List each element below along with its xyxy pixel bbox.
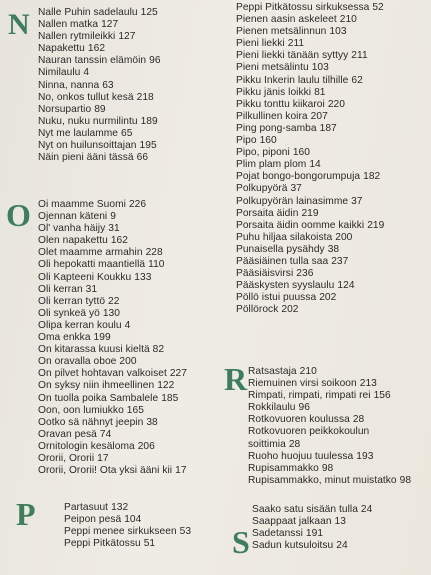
index-entry (236, 75, 384, 87)
entry-page-number: 74 (99, 428, 112, 440)
index-entry (248, 439, 411, 451)
index-entry (38, 441, 187, 453)
entry-page-number: 160 (259, 135, 277, 147)
entry-list (248, 366, 411, 487)
entry-title: Peppi menee sirkukseen (64, 526, 177, 538)
index-entry (248, 426, 411, 438)
entry-title: Pieni metsälintu (236, 62, 309, 74)
entry-page-number: 53 (179, 526, 192, 538)
entry-title: Pöllö istui puussa (236, 292, 317, 304)
entry-page-number: 219 (367, 219, 385, 231)
entry-page-number: 9 (110, 211, 116, 223)
entry-title: Nalle Puhin sadelaulu (38, 7, 138, 18)
entry-page-number: 65 (121, 127, 133, 139)
entry-page-number: 236 (296, 268, 314, 280)
entry-page-number: 127 (101, 19, 119, 31)
entry-title: On syksy niin ihmeellinen (38, 380, 155, 392)
index-entry (248, 366, 411, 378)
entry-page-number: 14 (309, 159, 321, 171)
index-entry (38, 140, 161, 152)
entry-title: Olen napakettu (38, 235, 108, 247)
entry-page-number: 210 (299, 366, 317, 377)
index-entry (38, 31, 161, 43)
entry-title: Näin pieni ääni tässä (38, 152, 134, 164)
entry-title: Nallen rytmileikki (38, 31, 116, 43)
entry-title: Oma enkka (38, 332, 91, 344)
index-entry (38, 344, 187, 356)
index-entry (38, 380, 187, 392)
index-entry (38, 320, 187, 332)
entry-page-number: 62 (351, 74, 363, 86)
entry-title: Oli kerran (38, 283, 83, 295)
entry-title: Ping pong-samba (236, 122, 317, 134)
entry-page-number: 200 (335, 231, 353, 243)
index-entry (38, 368, 187, 380)
index-entry (38, 296, 187, 308)
entry-page-number: 103 (329, 26, 347, 38)
index-entry (236, 14, 384, 26)
entry-page-number: 162 (87, 43, 106, 55)
entry-page-number: 17 (175, 465, 187, 477)
entry-page-number: 199 (93, 332, 111, 344)
entry-title: Oli kerran tyttö (38, 295, 106, 307)
index-entry (38, 356, 187, 368)
entry-list (252, 504, 372, 552)
entry-page-number: 130 (102, 307, 120, 319)
entry-title: Oli Kapteeni Koukku (38, 271, 132, 283)
entry-page-number: 211 (351, 50, 368, 62)
index-entry (236, 244, 384, 256)
entry-page-number: 52 (372, 2, 384, 13)
entry-title: Pääsiäinen tulla saa (236, 255, 329, 267)
entry-title: Ratsastaja (248, 366, 297, 377)
entry-page-number: 127 (118, 31, 136, 43)
index-entry (38, 211, 187, 223)
entry-title: Oli hepokatti maantiellä (38, 259, 146, 271)
entry-page-number: 200 (119, 356, 137, 368)
entry-page-number: 28 (288, 438, 301, 450)
index-entry (248, 402, 411, 414)
entry-title: Peppi Pitkätossu sirkuksessa (236, 2, 370, 13)
entry-title: Pikku tonttu kiikaroi (236, 98, 325, 110)
entry-page-number: 22 (108, 295, 120, 307)
index-entry (236, 87, 384, 99)
entry-page-number: 125 (140, 7, 158, 18)
entry-page-number: 228 (145, 247, 163, 259)
entry-title: Porsaita äidin (236, 207, 299, 219)
section-letter: O (6, 197, 31, 233)
index-entry (38, 284, 187, 296)
entry-title: Peppi Pitkätossu (64, 538, 141, 550)
section-letter: R (224, 361, 248, 397)
entry-page-number: 132 (111, 502, 129, 513)
index-entry (248, 475, 411, 487)
entry-page-number: 193 (356, 450, 374, 462)
index-entry (64, 502, 191, 514)
entry-title: Rotkovuoren koulussa (248, 414, 350, 426)
entry-title: Oli synkeä yö (38, 307, 100, 319)
entry-title: Nauran tanssin elämöin (38, 55, 147, 67)
entry-page-number: 210 (339, 14, 357, 26)
entry-page-number: 96 (298, 402, 310, 414)
entry-title: Polkupyörän lainasimme (236, 195, 349, 207)
entry-title: Sadun kutsuloitsu (252, 540, 334, 552)
entry-page-number: 218 (136, 91, 154, 103)
entry-page-number: 89 (94, 103, 106, 115)
entry-title: Puhu hiljaa silakoista (236, 231, 333, 243)
entry-title: soittimia (248, 438, 286, 450)
entry-title: Ootko sä nähnyt jeepin (38, 416, 144, 428)
entry-title: Sadetanssi (252, 528, 303, 540)
index-entry (38, 128, 161, 140)
section-letter: S (232, 524, 250, 560)
entry-page-number: 207 (310, 110, 328, 122)
index-entry (248, 414, 411, 426)
entry-page-number: 63 (102, 79, 114, 91)
index-entry (236, 220, 384, 232)
index-entry (38, 259, 187, 271)
entry-title: Rokkilaulu (248, 402, 296, 414)
index-entry (236, 232, 384, 244)
entry-page-number: 37 (351, 195, 363, 207)
entry-page-number: 202 (319, 292, 337, 304)
index-entry (38, 19, 161, 31)
index-entry (252, 540, 372, 552)
entry-title: Pöllörock (236, 304, 279, 316)
entry-title: Riemuinen virsi soikoon (248, 378, 357, 390)
index-entry (236, 2, 384, 14)
entry-title: Ororii, Ororii! Ota yksi ääni kii (38, 465, 173, 477)
entry-title: Pääskysten syyslaulu (236, 280, 335, 292)
entry-page-number: 4 (83, 67, 90, 79)
entry-title: Pilkullinen koira (236, 110, 308, 122)
entry-title: Pikku Inkerin laulu tilhille (236, 74, 349, 86)
index-entry (38, 67, 161, 79)
entry-title: Porsaita äidin oomme kaikki (236, 219, 365, 231)
entry-page-number: 195 (139, 140, 157, 152)
entry-title: Peipon pesä (64, 514, 122, 526)
index-entry (38, 152, 161, 164)
index-entry (236, 99, 384, 111)
entry-page-number: 160 (292, 147, 310, 159)
entry-page-number: 37 (290, 183, 302, 195)
index-entry (38, 80, 161, 92)
index-entry (236, 292, 384, 304)
index-entry (38, 43, 161, 55)
entry-title: Rotkovuoren peikkokoulun (248, 426, 370, 438)
entry-title: Nallen matka (38, 19, 99, 31)
entry-title: Pojat bongo-bongorumpuja (236, 171, 361, 183)
entry-page-number: 122 (157, 380, 175, 392)
entry-page-number: 31 (85, 283, 98, 295)
index-entry (236, 135, 384, 147)
entry-list (236, 2, 384, 316)
entry-title: Nimilaulu (38, 67, 81, 79)
entry-title: On pilvet hohtavan valkoiset (38, 368, 167, 380)
entry-title: Ol' vanha häijy (38, 223, 106, 235)
index-entry (38, 235, 187, 247)
index-entry (236, 111, 384, 123)
index-entry (38, 7, 161, 19)
index-entry (38, 55, 161, 67)
entry-page-number: 191 (305, 528, 324, 540)
entry-page-number: 162 (110, 235, 128, 247)
entry-title: Pikku jänis loikki (236, 86, 312, 98)
index-entry (38, 199, 187, 211)
entry-page-number: 202 (281, 304, 299, 316)
entry-page-number: 66 (136, 152, 149, 164)
entry-title: Punaisella pysähdy (236, 243, 325, 255)
entry-title: Olipa kerran koulu (38, 319, 122, 331)
index-entry (38, 272, 187, 284)
entry-list (38, 7, 161, 164)
entry-title: Rupisammakko, minut muistatko (248, 474, 397, 486)
entry-title: Oon, oon lumiukko (38, 404, 124, 416)
entry-page-number: 28 (352, 414, 365, 426)
entry-title: Oi maamme Suomi (38, 199, 126, 210)
entry-page-number: 156 (373, 390, 391, 402)
index-entry (64, 538, 191, 550)
index-entry (248, 463, 411, 475)
entry-page-number: 96 (149, 55, 161, 67)
entry-title: No, onkos tullut kesä (38, 91, 134, 103)
entry-page-number: 38 (146, 416, 158, 428)
section-letter: N (8, 8, 30, 41)
index-entry (38, 223, 187, 235)
entry-title: Rimpati, rimpati, rimpati rei (248, 390, 371, 402)
entry-page-number: 17 (97, 452, 109, 464)
entry-title: On kitarassa kuusi kieltä (38, 344, 150, 356)
entry-title: Pieni liekki tänään syttyy (236, 50, 349, 62)
entry-list (38, 199, 187, 477)
entry-page-number: 124 (337, 280, 355, 292)
entry-page-number: 206 (137, 440, 155, 452)
entry-page-number: 81 (314, 86, 326, 98)
index-entry (252, 516, 372, 528)
entry-title: Saako satu sisään tulla (252, 504, 358, 515)
entry-page-number: 24 (360, 504, 373, 515)
index-entry (236, 196, 384, 208)
index-entry (38, 247, 187, 259)
index-entry (236, 26, 384, 38)
entry-page-number: 227 (169, 368, 187, 380)
index-entry (236, 304, 384, 316)
entry-page-number: 51 (143, 538, 156, 550)
entry-page-number: 226 (128, 199, 147, 210)
entry-page-number: 104 (124, 514, 142, 526)
entry-page-number: 237 (331, 255, 349, 267)
entry-page-number: 24 (336, 540, 348, 552)
entry-title: Ornitologin kesäloma (38, 440, 135, 452)
index-entry (38, 453, 187, 465)
entry-title: Plim plam plom (236, 159, 307, 171)
index-entry (38, 393, 187, 405)
entry-page-number: 189 (140, 115, 158, 127)
entry-page-number: 82 (152, 344, 165, 356)
index-entry (236, 123, 384, 135)
entry-page-number: 133 (134, 271, 152, 283)
index-entry (38, 104, 161, 116)
entry-page-number: 31 (108, 223, 120, 235)
index-entry (248, 390, 411, 402)
index-entry (236, 38, 384, 50)
entry-title: On oravalla oboe (38, 356, 117, 368)
entry-title: Saappaat jalkaan (252, 516, 332, 528)
index-entry (248, 451, 411, 463)
entry-title: Norsupartio (38, 103, 92, 115)
index-entry (236, 62, 384, 74)
entry-title: Oravan pesä (38, 428, 97, 440)
index-entry (38, 332, 187, 344)
entry-title: Nyt me laulamme (38, 127, 119, 139)
index-entry (236, 171, 384, 183)
entry-page-number: 98 (321, 462, 334, 474)
entry-list (64, 502, 191, 550)
entry-page-number: 219 (301, 207, 319, 219)
entry-title: Pienen metsälinnun (236, 26, 327, 38)
index-entry (236, 280, 384, 292)
entry-title: Pipo, piponi (236, 147, 290, 159)
entry-page-number: 220 (327, 98, 345, 110)
entry-page-number: 187 (319, 122, 337, 134)
entry-title: Napakettu (38, 43, 85, 55)
index-entry (236, 147, 384, 159)
entry-title: Pipo (236, 135, 257, 147)
index-entry (236, 50, 384, 62)
entry-title: Ruoho huojuu tuulessa (248, 450, 354, 462)
entry-page-number: 185 (161, 392, 179, 404)
entry-title: Nuku, nuku nurmilintu (38, 115, 138, 127)
entry-title: Ninna, nanna (38, 79, 100, 91)
index-entry (38, 429, 187, 441)
index-entry (64, 514, 191, 526)
entry-page-number: 13 (334, 516, 346, 528)
index-entry (252, 504, 372, 516)
index-entry (38, 417, 187, 429)
index-entry (38, 116, 161, 128)
entry-title: Olet maamme armahin (38, 247, 143, 259)
entry-title: Pieni liekki (236, 38, 285, 50)
entry-title: On tuolla poika Sambalele (38, 392, 159, 404)
index-entry (252, 528, 372, 540)
index-entry (236, 268, 384, 280)
entry-title: Pääsiäisvirsi (236, 268, 294, 280)
index-entry (236, 208, 384, 220)
index-entry (38, 308, 187, 320)
entry-page-number: 165 (126, 404, 144, 416)
index-entry (236, 183, 384, 195)
entry-title: Partasuut (64, 502, 109, 513)
section-letter: P (16, 496, 36, 532)
entry-page-number: 38 (327, 243, 340, 255)
index-entry (248, 378, 411, 390)
entry-title: Pienen aasin askeleet (236, 14, 337, 26)
entry-title: Nyt on huilunsoittajan (38, 140, 137, 152)
entry-page-number: 213 (359, 378, 377, 390)
index-entry (38, 405, 187, 417)
entry-page-number: 98 (399, 474, 412, 486)
index-entry (236, 159, 384, 171)
entry-page-number: 211 (287, 38, 305, 50)
entry-title: Ojennan käteni (38, 211, 108, 223)
entry-title: Ororii, Ororii (38, 452, 95, 464)
index-entry (38, 92, 161, 104)
entry-page-number: 110 (148, 259, 165, 271)
entry-page-number: 182 (363, 171, 381, 183)
entry-page-number: 103 (311, 62, 329, 74)
index-entry (64, 526, 191, 538)
index-entry (236, 256, 384, 268)
entry-title: Polkupyörä (236, 183, 288, 195)
entry-title: Rupisammakko (248, 462, 319, 474)
entry-page-number: 4 (124, 319, 131, 331)
index-entry (38, 465, 187, 477)
